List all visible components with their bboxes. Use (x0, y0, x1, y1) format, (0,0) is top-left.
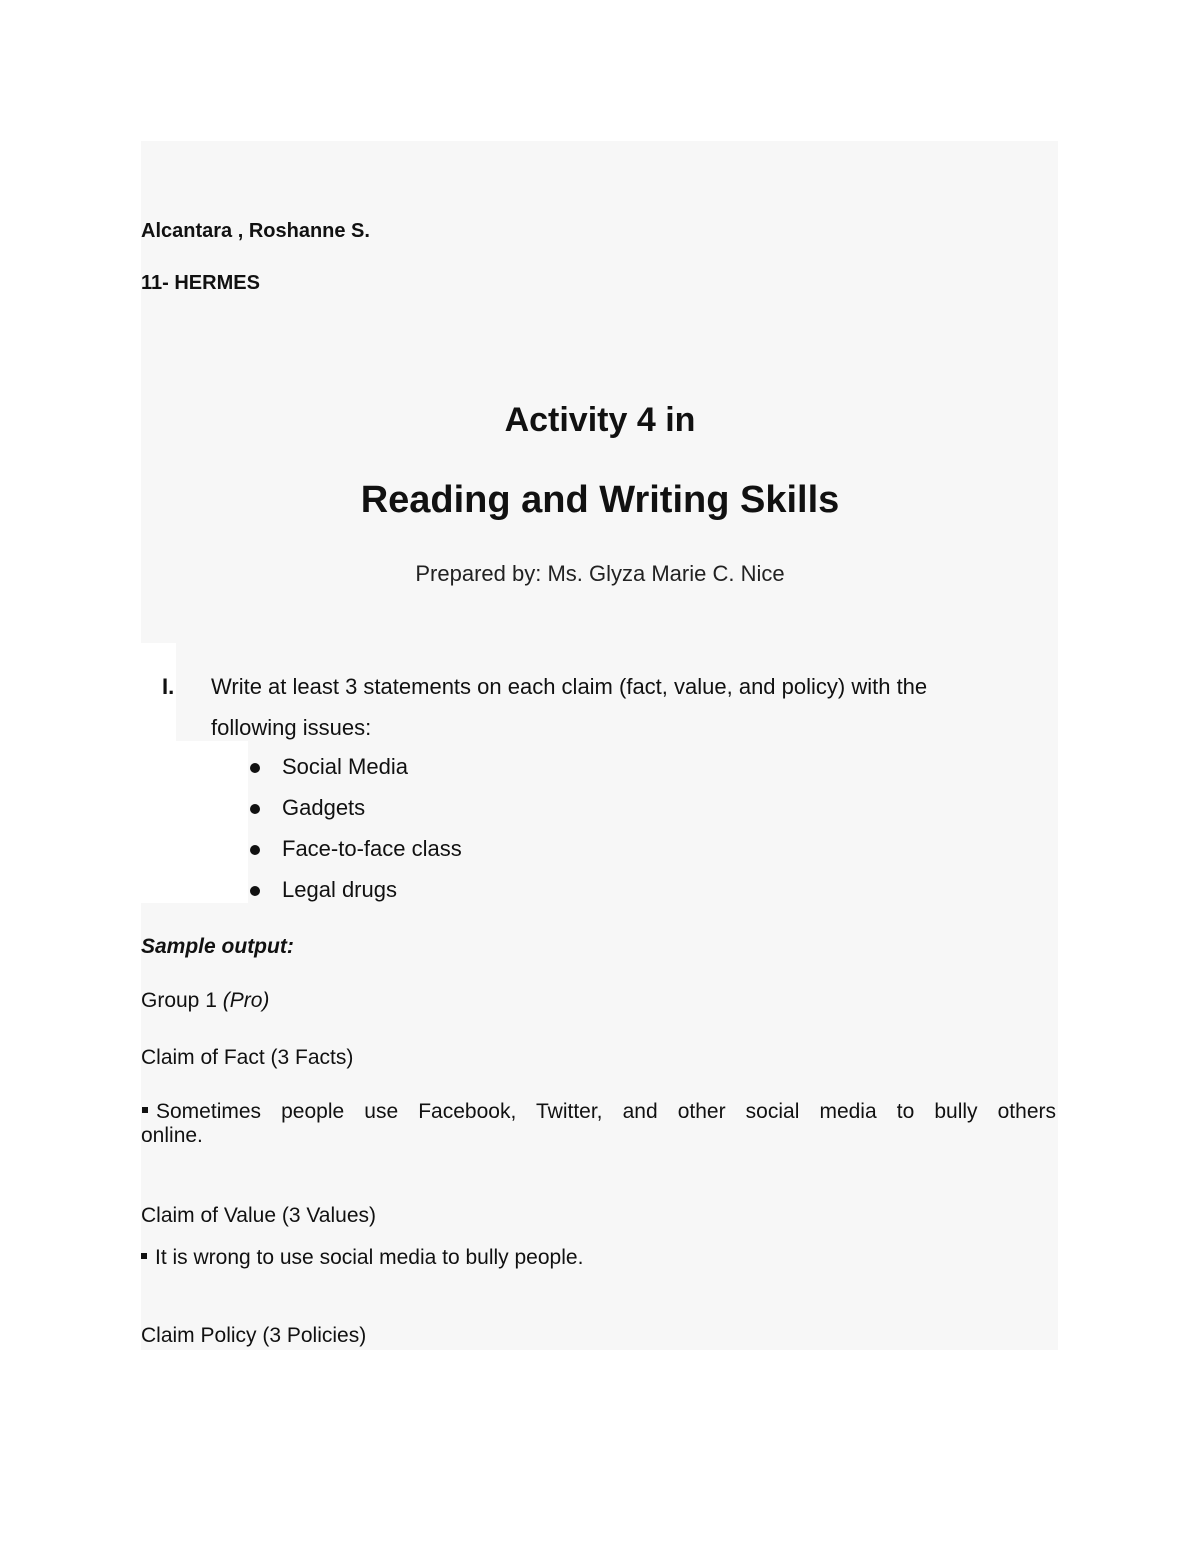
prepared-by: Prepared by: Ms. Glyza Marie C. Nice (415, 561, 785, 586)
fact-item-line-2: online. (141, 1124, 203, 1147)
bullet-dot-icon (250, 886, 260, 896)
activity-title: Activity 4 in (504, 401, 696, 439)
instruction-line-1: Write at least 3 statements on each claim (fact, value, and policy) with the (211, 674, 928, 699)
list-item: Social Media (282, 754, 408, 779)
subject-title: Reading and Writing Skills (360, 479, 840, 521)
claim-of-fact-heading: Claim of Fact (3 Facts) (141, 1046, 354, 1069)
student-name: Alcantara , Roshanne S. (141, 220, 370, 242)
value-item-text: It is wrong to use social media to bully people. (155, 1246, 584, 1269)
value-item (141, 1245, 583, 1270)
instruction-numeral: I. (162, 674, 175, 699)
list-item: Gadgets (282, 795, 366, 820)
shaded-region-sample (141, 903, 1058, 1350)
group-side: (Pro) (222, 989, 270, 1012)
list-item: Legal drugs (282, 877, 397, 902)
bullet-dot-icon (250, 763, 260, 773)
group-label: Group 1 (141, 989, 223, 1012)
bullet-dot-icon (250, 804, 260, 814)
fact-item-text: Sometimes people use Facebook, Twitter, and other social media to bully others (156, 1100, 1056, 1123)
instruction-line-2: following issues: (211, 715, 372, 740)
claim-of-value-heading: Claim of Value (3 Values) (141, 1204, 376, 1227)
bullet-dot-icon (250, 845, 260, 855)
group-label-line (141, 988, 269, 1013)
student-section: 11- HERMES (141, 272, 260, 294)
list-item: Face-to-face class (282, 836, 462, 861)
square-bullet-icon (142, 1107, 148, 1113)
sample-output-heading: Sample output: (141, 935, 294, 958)
fact-item-line-1 (142, 1099, 1056, 1124)
claim-policy-heading: Claim Policy (3 Policies) (141, 1324, 367, 1347)
square-bullet-icon (141, 1253, 147, 1259)
